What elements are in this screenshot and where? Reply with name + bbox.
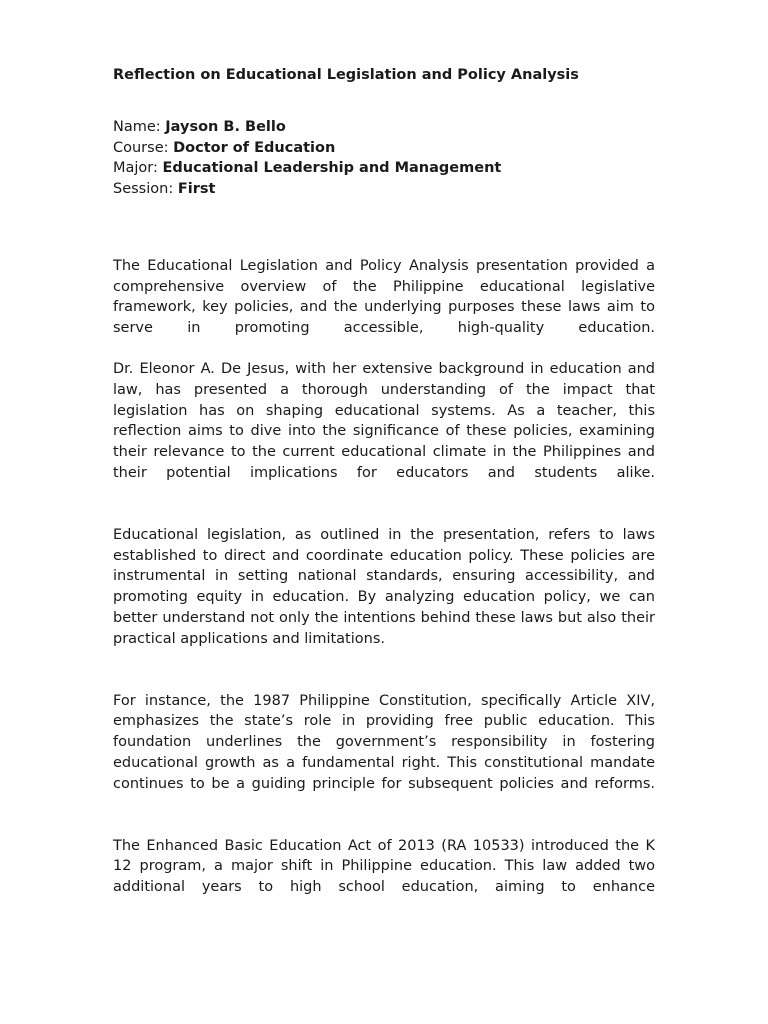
major-value: Educational Leadership and Management [162, 160, 502, 177]
paragraph-constitution: For instance, the 1987 Philippine Constitution, specifically Article XIV, emphasizes the state’s role in providing free public education. This foundation underlines the government’s responsibility in fostering educational growth as a fundamental right. This constitutional mandate continues to be a guiding principle for subsequent policies and reforms. [113, 692, 655, 792]
paragraph-speaker: Dr. Eleonor A. De Jesus, with her extensive background in education and law, has presented a thorough understanding of the impact that legislation has on shaping educational systems. As a teacher, this reflection aims to dive into the significance of these policies, examining their relevance to the current educational climate in the Philippines and their potential implications for educators and students alike. [113, 361, 655, 481]
session-label: Session: [113, 181, 178, 198]
paragraph-intro: The Educational Legislation and Policy Analysis presentation provided a comprehensive overview of the Philippine educational legislative framework, key policies, and the underlying purposes these laws aim to serve in promoting accessible, high-quality education. [113, 257, 655, 337]
major-row [113, 158, 655, 179]
document-title: Reflection on Educational Legislation and Policy Analysis [113, 67, 579, 83]
name-value: Jayson B. Bello [165, 119, 286, 135]
name-label: Name: [113, 119, 166, 135]
paragraph-legislation: Educational legislation, as outlined in the presentation, refers to laws established to direct and coordinate education policy. These policies are instrumental in setting national standards, ensuring accessibility, and promoting equity in education. By analyzing education policy, we can better understand not only the intentions behind these laws but also their practical applications and limitations. [113, 526, 655, 647]
major-label: Major: [113, 160, 163, 177]
paragraph-k12: The Enhanced Basic Education Act of 2013 (RA 10533) introduced the K 12 program, a major shift in Philippine education. This law added two additional years to high school education, aiming to enhance [113, 837, 655, 896]
session-value: First [177, 181, 216, 198]
document-page [113, 64, 655, 898]
session-row [113, 179, 655, 200]
course-value: Doctor of Education [173, 139, 336, 156]
student-info [113, 117, 655, 200]
course-row [113, 138, 655, 159]
name-row [113, 117, 655, 138]
course-label: Course: [113, 139, 174, 156]
